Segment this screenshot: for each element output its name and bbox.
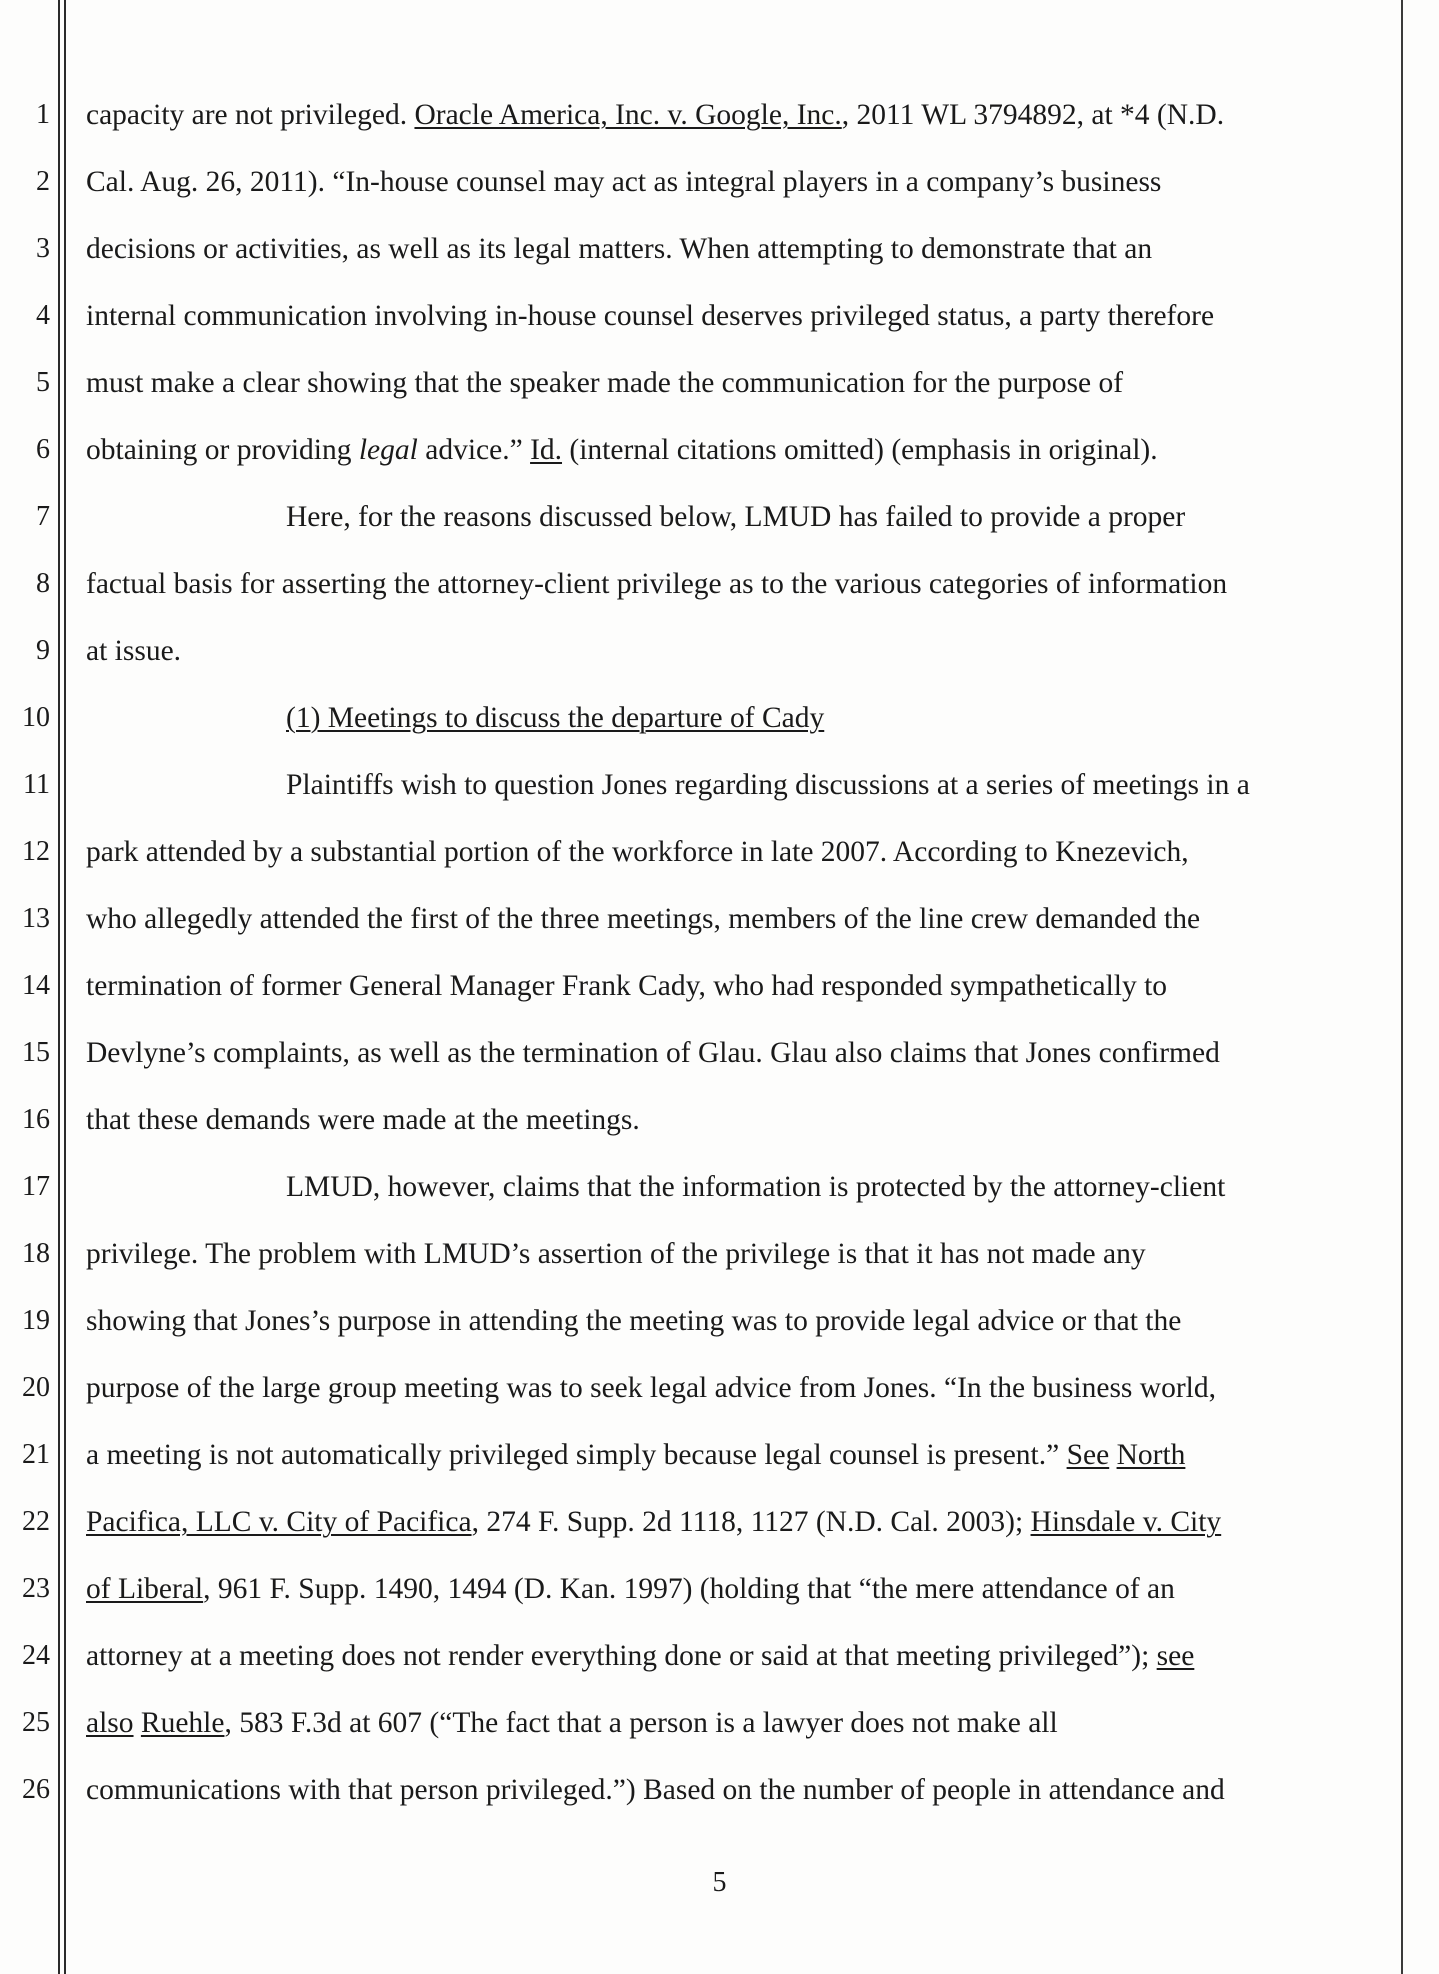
text-run: factual basis for asserting the attorney-client privilege as to the various categories of information <box>86 568 1228 600</box>
case-citation: Ruehle <box>140 1707 225 1739</box>
text-run: that these demands were made at the meetings. <box>86 1104 640 1136</box>
text-line <box>86 366 1386 400</box>
line-number: 21 <box>22 1439 50 1470</box>
line-number: 17 <box>22 1171 50 1202</box>
text-line <box>86 1036 1386 1070</box>
text-run: Cal. Aug. 26, 2011). “In-house counsel may act as integral players in a company’s business <box>86 166 1162 198</box>
text-run: must make a clear showing that the speaker made the communication for the purpose of <box>86 367 1124 399</box>
line-number: 14 <box>22 970 50 1001</box>
line-number: 8 <box>36 568 50 599</box>
text-run: decisions or activities, as well as its legal matters. When attempting to demonstrate that an <box>86 233 1153 265</box>
text-run: internal communication involving in-house counsel deserves privileged status, a party therefore <box>86 300 1215 332</box>
text-run: privilege. The problem with LMUD’s assertion of the privilege is that it has not made any <box>86 1238 1146 1270</box>
case-citation: Pacifica, LLC v. City of Pacifica <box>86 1506 472 1538</box>
case-citation: of Liberal <box>86 1573 204 1605</box>
line-number: 5 <box>36 367 50 398</box>
line-number: 11 <box>23 769 50 800</box>
page-number: 5 <box>712 1867 727 1898</box>
text-run: Plaintiffs wish to question Jones regarding discussions at a series of meetings in a <box>286 769 1250 801</box>
text-run: capacity are not privileged. <box>86 99 415 131</box>
text-line <box>86 232 1386 266</box>
text-run: , 274 F. Supp. 2d 1118, 1127 (N.D. Cal. 2003); <box>471 1506 1031 1538</box>
text-run: purpose of the large group meeting was to seek legal advice from Jones. “In the business world, <box>86 1372 1216 1404</box>
text-run: , 2011 WL 3794892, at *4 (N.D. <box>841 99 1225 131</box>
text-line <box>86 299 1386 333</box>
text-run: , 583 F.3d at 607 (“The fact that a person is a lawyer does not make all <box>224 1707 1058 1739</box>
text-run: a meeting is not automatically privileged simply because legal counsel is present.” <box>86 1439 1067 1471</box>
text-line <box>86 1304 1386 1338</box>
line-number: 2 <box>36 166 50 197</box>
text-run: communications with that person privileged.”) Based on the number of people in attendance and <box>86 1774 1225 1806</box>
text-line <box>86 165 1386 199</box>
case-citation: Hinsdale v. City <box>1030 1506 1222 1538</box>
line-number: 3 <box>36 233 50 264</box>
text-line <box>86 433 1386 467</box>
text-line <box>86 1572 1386 1606</box>
text-line <box>86 902 1386 936</box>
text-run: park attended by a substantial portion of the workforce in late 2007. According to Knezevich, <box>86 836 1189 868</box>
text-line <box>86 1639 1386 1673</box>
text-run <box>1109 1439 1116 1471</box>
line-number: 1 <box>36 99 50 130</box>
text-run: advice.” <box>417 434 531 466</box>
line-number: 22 <box>22 1506 50 1537</box>
text-run: who allegedly attended the first of the three meetings, members of the line crew demanded the <box>86 903 1201 935</box>
text-line <box>86 98 1386 132</box>
line-number: 6 <box>36 434 50 465</box>
line-number: 12 <box>22 836 50 867</box>
line-number: 7 <box>36 501 50 532</box>
text-run: LMUD, however, claims that the information is protected by the attorney-client <box>286 1171 1226 1203</box>
line-number: 24 <box>22 1640 50 1671</box>
signal-see: see <box>1156 1640 1195 1672</box>
text-line <box>286 768 1439 802</box>
left-margin-rule-outer <box>58 0 60 1974</box>
line-number: 18 <box>22 1238 50 1269</box>
text-run: showing that Jones’s purpose in attending the meeting was to provide legal advice or that the <box>86 1305 1182 1337</box>
line-number: 16 <box>22 1104 50 1135</box>
section-heading-text: (1) Meetings to discuss the departure of Cady <box>286 702 825 734</box>
left-margin-rule-inner <box>64 0 66 1974</box>
text-line <box>86 1706 1386 1740</box>
case-citation: Oracle America, Inc. v. Google, Inc. <box>414 99 842 131</box>
line-number: 13 <box>22 903 50 934</box>
text-run: obtaining or providing <box>86 434 359 466</box>
text-line <box>86 1505 1386 1539</box>
text-line <box>86 969 1386 1003</box>
text-line <box>86 1237 1386 1271</box>
emphasis: legal <box>358 434 418 466</box>
case-citation: Id. <box>530 434 563 466</box>
line-number: 20 <box>22 1372 50 1403</box>
text-line <box>86 567 1386 601</box>
text-line <box>86 1438 1386 1472</box>
text-run: Devlyne’s complaints, as well as the termination of Glau. Glau also claims that Jones confirmed <box>86 1037 1220 1069</box>
text-run: (internal citations omitted) (emphasis in original). <box>562 434 1158 466</box>
right-margin-rule <box>1401 0 1403 1974</box>
text-run: , 961 F. Supp. 1490, 1494 (D. Kan. 1997) (holding that “the mere attendance of an <box>203 1573 1175 1605</box>
text-run <box>134 1707 141 1739</box>
text-line <box>86 1371 1386 1405</box>
section-heading <box>286 701 1439 735</box>
line-number: 10 <box>22 702 50 733</box>
text-line <box>86 634 1386 668</box>
line-number: 4 <box>36 300 50 331</box>
text-run: Here, for the reasons discussed below, LMUD has failed to provide a proper <box>286 501 1186 533</box>
text-run: attorney at a meeting does not render everything done or said at that meeting privileged”); <box>86 1640 1157 1672</box>
line-number: 15 <box>22 1037 50 1068</box>
text-run: termination of former General Manager Frank Cady, who had responded sympathetically to <box>86 970 1168 1002</box>
text-line <box>86 1773 1386 1807</box>
signal-see: See <box>1066 1439 1110 1471</box>
case-citation: North <box>1116 1439 1186 1471</box>
text-line <box>86 1103 1386 1137</box>
line-number: 25 <box>22 1707 50 1738</box>
line-number: 9 <box>36 635 50 666</box>
line-number: 23 <box>22 1573 50 1604</box>
text-line <box>286 500 1439 534</box>
line-number: 19 <box>22 1305 50 1336</box>
text-line <box>286 1170 1439 1204</box>
line-number: 26 <box>22 1774 50 1805</box>
text-run: at issue. <box>86 635 182 667</box>
signal-also: also <box>86 1707 134 1739</box>
text-line <box>86 835 1386 869</box>
